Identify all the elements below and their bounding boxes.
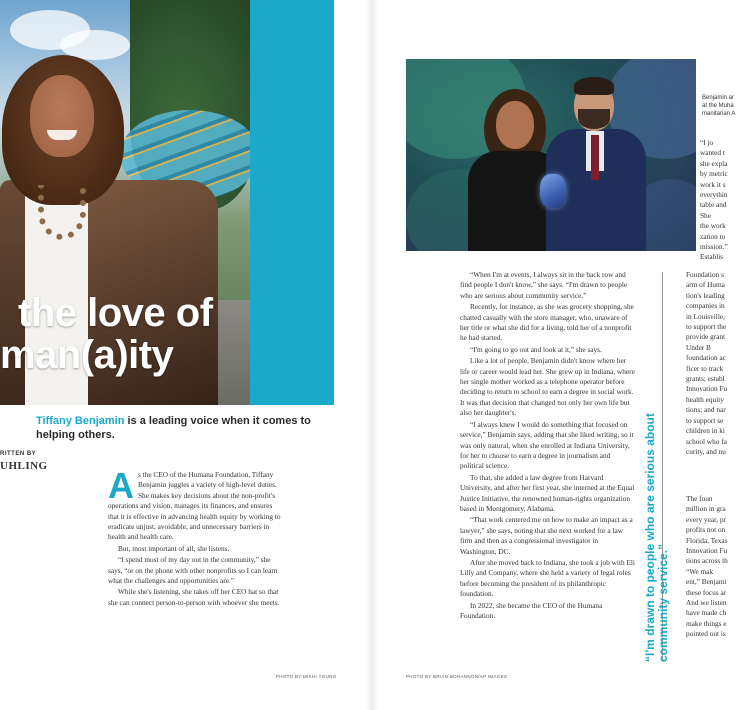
truncated-text-line: by metric [700,169,728,179]
body-paragraph: While she's listening, she takes off her CEO hat so that she can connect person-to-person with whoever she meets. [108,587,280,607]
truncated-text-line: million in gra [686,504,726,514]
truncated-text-line: make things e [686,618,727,628]
dek-text: is a leading voice when it comes to helping others. [36,415,311,441]
dek [36,414,326,442]
truncated-text-line: The foun [686,494,713,503]
truncated-text-line: zation to [700,231,726,241]
truncated-text-line: curity, and nu [686,446,726,456]
headline-line-1: the love of [18,291,213,335]
truncated-text-line: she expla [700,158,728,168]
truncated-text-line: “We mak [686,566,714,576]
truncated-text-line: Foundation s [686,270,724,279]
body-paragraph: As the CEO of the Humana Foundation, Tiffany Benjamin juggles a variety of high-level duties. She makes key decisions about the non-profit's operations and vision, manages its finances, and ensures that it is effective in advancing health equity by working to eradicate unjust, avoidable, and unnecessary barriers in health and health care. [108,465,281,542]
truncated-text-line: wanted t [700,148,725,158]
truncated-text-line: table and [700,200,727,210]
truncated-text-line: Innovation Fu [686,546,728,556]
photo-credit-right: PHOTO BY BRIAN BOHANNON/AP IMAGES [406,674,508,679]
truncated-text-line: health equity [686,394,724,404]
body-paragraph: “When I'm at events, I always sit in the back row and find people I don't know,” she says. “I'm drawn to people who are serious about community service.” [460,270,628,300]
truncated-text-line: ent,” Benjami [686,577,727,587]
far-right-column-bottom [686,494,740,664]
truncated-text-line: ficer to track [686,363,724,373]
truncated-text-line: tions; and nar [686,405,726,415]
truncated-text-line: tions across th [686,556,728,566]
body-paragraph: In 2022, she became the CEO of the Humana Foundation. [460,600,603,620]
truncated-text-line: these focus ar [686,587,727,597]
truncated-text-line: everythin [700,190,728,200]
body-paragraph: “I'm going to go out and look at it,” she says. [470,344,602,354]
truncated-text-line: school who fa [686,436,727,446]
truncated-text-line: pointed out is [686,629,726,639]
truncated-text-line: have made ch [686,608,727,618]
truncated-text-line: “I jo [700,138,714,147]
truncated-text-line: work it s [700,179,726,189]
left-body-column [108,465,284,609]
truncated-text-line: provide grant [686,332,726,342]
truncated-text-line: Innovation Fu [686,384,728,394]
far-right-column-top [700,138,740,270]
headline [0,292,334,376]
truncated-text-line: to support se [686,415,724,425]
right-body-column [460,270,636,622]
truncated-text-line: profits not on [686,525,726,535]
truncated-text-line: She [700,210,711,220]
truncated-text-line: children in ki [686,426,725,436]
truncated-text-line: tion's leading [686,290,725,300]
truncated-text-line: to support the [686,322,727,332]
body-paragraph: Like a lot of people, Benjamin didn't know where her life or career would lead her. She grew up in Indiana, where her single mother worked as a telephone operator before deciding to return to school to earn a degree in social work. It was that decision that changed not only her own life but also her daughter's. [460,356,635,418]
right-page [372,0,740,710]
dropcap: A [108,465,134,506]
body-paragraph: “I always knew I would do something that focused on service,” Benjamin says, adding that she liked writing, so it was only natural, when she enrolled at Indiana University, for her to choose to earn a degree in journalism and political science. [460,419,634,471]
pull-quote [644,272,684,662]
truncated-text-line: Under B [686,342,711,352]
byline-label: RITTEN BY [0,451,37,457]
truncated-text-line: grants; establ [686,374,725,384]
body-paragraph: After she moved back to Indiana, she took a job with Eli Lilly and Company, where she held a variety of legal roles before becoming the president of its philanthropic foundation. [460,557,635,599]
spread-gutter [366,0,378,710]
award-photo [406,59,696,251]
dek-name: Tiffany Benjamin [36,415,125,427]
pull-quote-line-2: community service.” [656,543,670,662]
body-paragraph: Recently, for instance, as she was grocery shopping, she chatted casually with the store manager, who, unaware of her title or what she did for a living, told her of a nonprofit he had started. [460,302,634,343]
award-trophy [540,174,566,208]
truncated-text-line: every year, pr [686,514,727,524]
truncated-text-line: the work [700,221,726,231]
body-paragraph: “I spend most of my day out in the community,” she says, “or on the phone with other nonprofits so I can learn what the challenges and opportunities are.” [108,555,278,586]
photo-caption: Benjamin ar at the Muha manitarian A [702,95,736,117]
truncated-text-line: And we listen [686,598,727,608]
truncated-text-line: foundation ac [686,353,726,363]
truncated-text-line: Establis [700,252,724,262]
truncated-text-line: companies in [686,301,725,311]
portrait-face [30,75,94,157]
photo-credit-left: PHOTO BY MIKHI YOUNG [276,674,337,679]
body-paragraph: “That work centered me on how to make an impact as a lawyer,” she says, noting that she next worked for a law firm and then as a congressional investigator in Washington, DC. [460,515,633,556]
truncated-text-line: Florida, Texas [686,535,728,545]
byline-name: UHLING [0,460,48,472]
truncated-text-line: arm of Huma [686,280,725,290]
pull-quote-line-1: “I'm drawn to people who are serious about [643,413,657,662]
far-right-column-mid [686,270,740,484]
truncated-text-line: in Louisville, [686,311,725,321]
headline-line-2: man(a)ity [0,333,174,377]
truncated-text-line: mission.” [700,242,728,252]
body-paragraph: To that, she added a law degree from Harvard University, and after her first year, she interned at the Equal Justice Initiative, the renowned human-rights organization based in Montgomery, Alabama. [460,472,635,513]
hero-photo [0,0,334,405]
body-paragraph: But, most important of all, she listens. [118,543,230,553]
